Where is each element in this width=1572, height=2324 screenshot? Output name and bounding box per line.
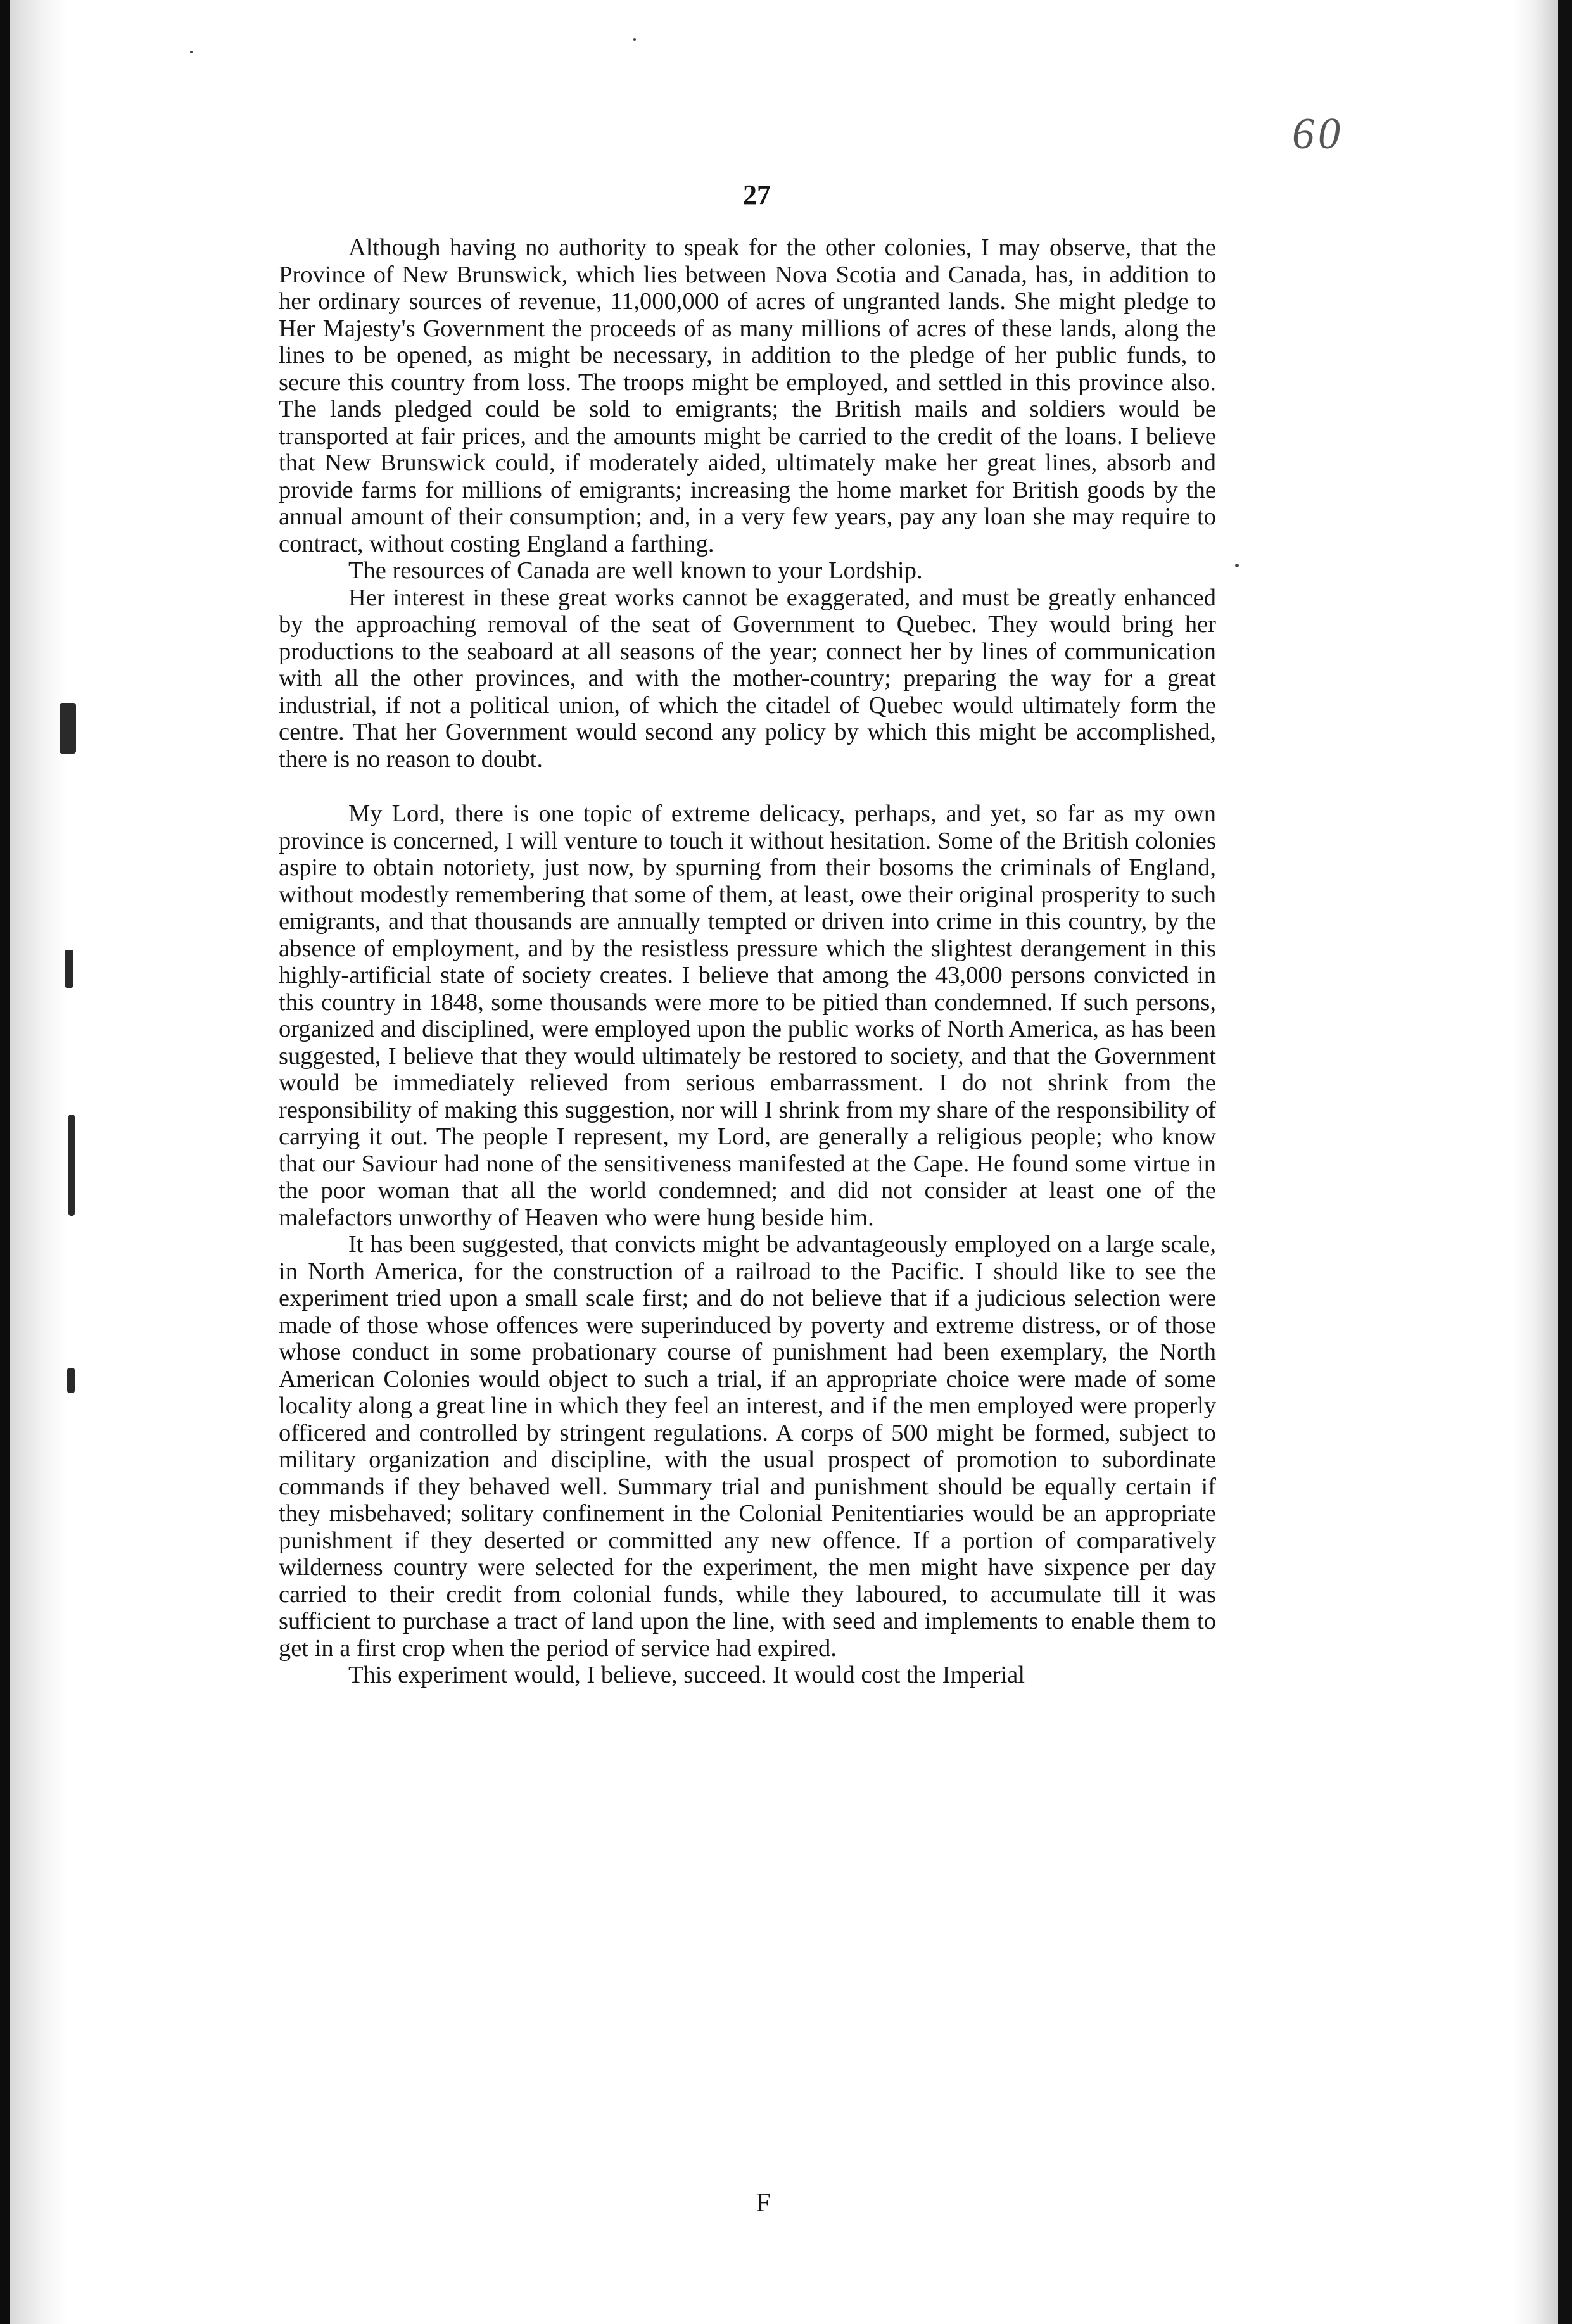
page-edge-shadow [1514,0,1558,2324]
paragraph: Although having no authority to speak for the other colonies, I may observe, that the Province of New Brunswick, which lies between Nova Scotia and Canada, has, in addition to her ordinary sources of revenue, 11,000,000 of acres of ungranted lands. She might pledge to Her Majesty's Government the proceeds of as many millions of acres of these lands, along the lines to be opened, as might be necessary, in addition to the pledge of her public funds, to secure this country from loss. The troops might be employed, and settled in this province also. The lands pledged could be sold to emigrants; the British mails and soldiers would be transported at fair prices, and the amounts might be carried to the credit of the loans. I believe that New Brunswick could, if moderately aided, ultimately make her great lines, absorb and provide farms for millions of emigrants; increasing the home market for British goods by the annual amount of their consumption; and, in a very few years, pay any loan she may require to contract, without costing England a farthing. [279,234,1216,557]
signature-mark: F [756,2188,771,2218]
binding-edge [0,0,10,2324]
paragraph: It has been suggested, that convicts might be advantageously employed on a large scale, in North America, for the construction of a railroad to the Pacific. I should like to see the experiment tried upon a small scale first; and do not believe that if a judicious selection were made of those whose offences were superinduced by poverty and extreme distress, or of those whose conduct in some probationary course of punishment had been exemplary, the North American Colonies would object to such a trial, if an appropriate choice were made of some locality along a great line in which they feel an interest, and if the men employed were properly officered and controlled by stringent regulations. A corps of 500 might be formed, subject to military organization and discipline, with the usual prospect of promotion to subordinate commands if they behaved well. Summary trial and punishment should be equally certain if they misbehaved; solitary confinement in the Colonial Penitentiaries would be an appropriate punishment if they deserted or committed any new offence. If a portion of comparatively wilderness country were selected for the experiment, the men might have sixpence per day carried to their credit from colonial funds, while they laboured, to accumulate till it was sufficient to purchase a tract of land upon the line, with seed and implements to enable them to get in a first crop when the period of service had expired. [279,1231,1216,1662]
binding-stitch-mark [65,950,73,988]
binding-gutter [10,0,67,2324]
binding-stitch-mark [67,1368,75,1393]
paragraph: Her interest in these great works cannot be exaggerated, and must be greatly enhanced by the approaching removal of the seat of Government to Quebec. They would bring her productions to the seaboard at all seasons of the year; connect her by lines of communication with all the other provinces, and with the mother-country; preparing the way for a great industrial, if not a political union, of which the citadel of Quebec would ultimately form the centre. That her Government would second any policy by which this might be accomplished, there is no reason to doubt. [279,584,1216,773]
binding-stitch-mark [68,1115,75,1216]
page-edge [1558,0,1572,2324]
paragraph: This experiment would, I believe, succeed. It would cost the Imperial [348,1662,1025,1688]
scan-speck [633,38,636,41]
scan-speck [1235,564,1239,567]
scan-speck [190,51,193,53]
folio-number: 60 [1292,110,1344,158]
paragraph: The resources of Canada are well known to your Lordship. [348,557,923,584]
page-number: 27 [743,179,771,210]
body-text [279,234,1216,1689]
paragraph: My Lord, there is one topic of extreme delicacy, perhaps, and yet, so far as my own province is concerned, I will venture to touch it without hesitation. Some of the British colonies aspire to obtain notoriety, just now, by spurning from their bosoms the criminals of England, without modestly remembering that some of them, at least, owe their original prosperity to such emigrants, and that thousands are annually tempted or driven into crime in this country, by the absence of employment, and by the resistless pressure which the slightest derangement in this highly-artificial state of society creates. I believe that among the 43,000 persons convicted in this country in 1848, some thousands were more to be pitied than condemned. If such persons, organized and disciplined, were employed upon the public works of North America, as has been suggested, I believe that they would ultimately be restored to society, and that the Government would be immediately relieved from serious embarrassment. I do not shrink from the responsibility of making this suggestion, nor will I shrink from my share of the responsibility of carrying it out. The people I represent, my Lord, are generally a religious people; who know that our Saviour had none of the sensitiveness manifested at the Cape. He found some virtue in the poor woman that all the world condemned; and did not consider at least one of the malefactors unworthy of Heaven who were hung beside him. [279,800,1216,1231]
binding-stitch-mark [60,703,76,754]
